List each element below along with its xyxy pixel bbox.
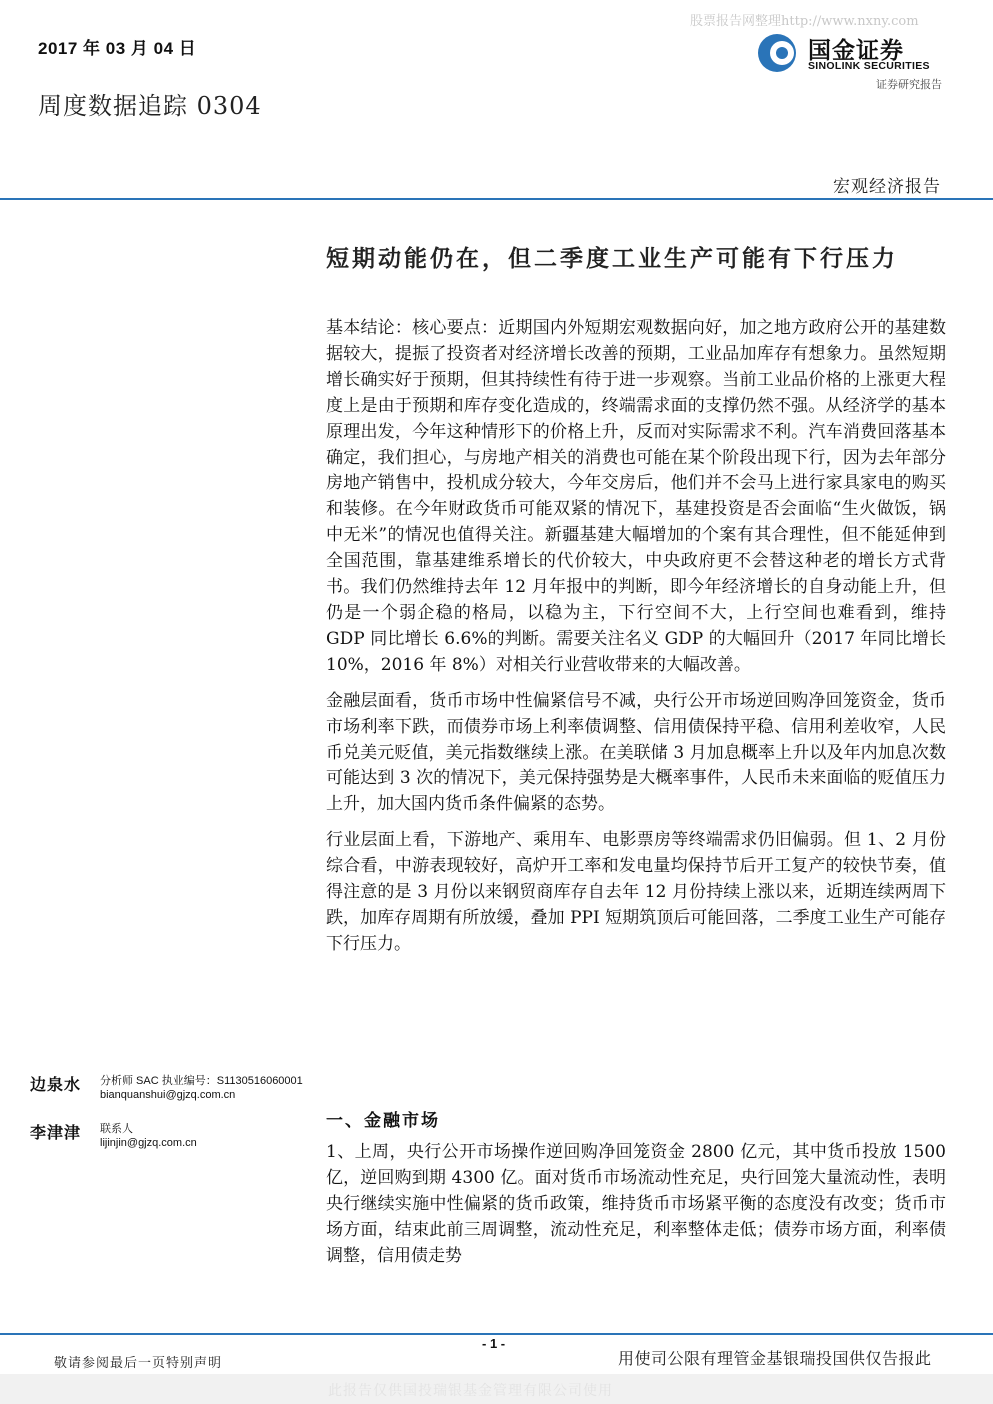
summary-body — [326, 316, 946, 968]
report-title: 周度数据追踪 0304 — [38, 92, 262, 120]
headline: 短期动能仍在，但二季度工业生产可能有下行压力 — [326, 245, 898, 272]
footer-disclaimer: 敬请参阅最后一页特别声明 — [54, 1356, 223, 1371]
logo-icon — [756, 32, 798, 74]
logo-chinese-name: 国金证券 — [808, 38, 904, 64]
author-credential: 分析师 SAC 执业编号：S1130516060001 — [100, 1075, 303, 1087]
author-info — [100, 1122, 197, 1150]
footer-faint-text: 此报告仅供国投瑞银基金管理有限公司使用 — [328, 1383, 613, 1399]
page-number: - 1 - — [482, 1336, 506, 1351]
footer-divider — [0, 1333, 993, 1335]
author-email[interactable]: lijinjin@gjzq.com.cn — [100, 1137, 197, 1149]
company-logo — [756, 30, 946, 92]
paragraph-core-conclusion: 基本结论：核心要点：近期国内外短期宏观数据向好，加之地方政府公开的基建数据较大，提振了投资者对经济增长改善的预期，工业品加库存有想象力。虽然短期增长确实好于预期，但其持续性有待于进一步观察。当前工业品价格的上涨更大程度上是由于预期和库存变化造成的，终端需求面的支撑仍然不强。从经济学的基本原理出发，今年这种情形下的价格上升，反而对实际需求不利。汽车消费回落基本确定，我们担心，与房地产相关的消费也可能在某个阶段出现下行，因为去年部分房地产销售中，投机成分较大，今年交房后，他们并不会马上进行家具家电的购买和装修。在今年财政货币可能双紧的情况下，基建投资是否会面临“生火做饭，锅中无米”的情况也值得关注。新疆基建大幅增加的个案有其合理性，但不能延伸到全国范围，靠基建维系增长的代价较大，中央政府更不会替这种老的增长方式背书。我们仍然维持去年 12 月年报中的判断，即今年经济增长的自身动能上升，但仍是一个弱企稳的格局，以稳为主，下行空间不大，上行空间也难看到，维持 GDP 同比增长 6.6%的判断。需要关注名义 GDP 的大幅回升（2017 年同比增长 10%，2016 年 8%）对相关行业营收带来的大幅改善。 — [326, 318, 946, 675]
paragraph-industry-level: 行业层面上看，下游地产、乘用车、电影票房等终端需求仍旧偏弱。但 1、2 月份综合看，中游表现较好，高炉开工率和发电量均保持节后开工复产的较快节奏，值得注意的是 3 月份以来钢贸商库存自去年 12 月份持续上涨以来，近期连续两周下跌，加库存周期有所放缓，叠加 PPI 短期筑顶后可能回落，二季度工业生产可能存下行压力。 — [326, 830, 946, 954]
paragraph-financial-level: 金融层面看，货币市场中性偏紧信号不减，央行公开市场逆回购净回笼资金，货币市场利率下跌，而债券市场上利率债调整、信用债保持平稳、信用利差收窄，人民币兑美元贬值，美元指数继续上涨。在美联储 3 月加息概率上升以及年内加息次数可能达到 3 次的情况下，美元保持强势是大概率事件，人民币未来面临的贬值压力上升，加大国内货币条件偏紧的态势。 — [326, 690, 946, 815]
author-email[interactable]: bianquanshui@gjzq.com.cn — [100, 1089, 236, 1101]
report-category: 宏观经济报告 — [833, 177, 941, 197]
report-date: 2017 年 03 月 04 日 — [38, 39, 197, 58]
author-name: 边泉水 — [30, 1075, 82, 1094]
paragraph-financial-market: 1、上周，央行公开市场操作逆回购净回笼资金 2800 亿元，其中货币投放 1500 亿，逆回购到期 4300 亿。面对货币市场流动性充足，央行回笼大量流动性，表明央行继续实施中性偏紧的货币政策，维持货币市场紧平衡的态度没有改变；货币市场方面，结束此前三周调整，流动性充足，利率整体走低；债券市场方面，利率债调整，信用债走势 — [326, 1142, 946, 1266]
author-credential: 联系人 — [100, 1123, 133, 1135]
author-info — [100, 1074, 303, 1102]
section-body — [326, 1140, 946, 1280]
author-name: 李津津 — [30, 1123, 82, 1142]
header-divider — [0, 198, 993, 200]
watermark-text: 股票报告网整理http://www.nxny.com — [690, 14, 919, 29]
section-title: 一、金融市场 — [326, 1111, 440, 1131]
logo-english-name: SINOLINK SECURITIES — [808, 60, 930, 72]
footer-license-text: 用使司公限有理管金基银瑞投国供仅告报此 — [618, 1349, 932, 1368]
logo-subtitle: 证券研究报告 — [876, 78, 942, 91]
